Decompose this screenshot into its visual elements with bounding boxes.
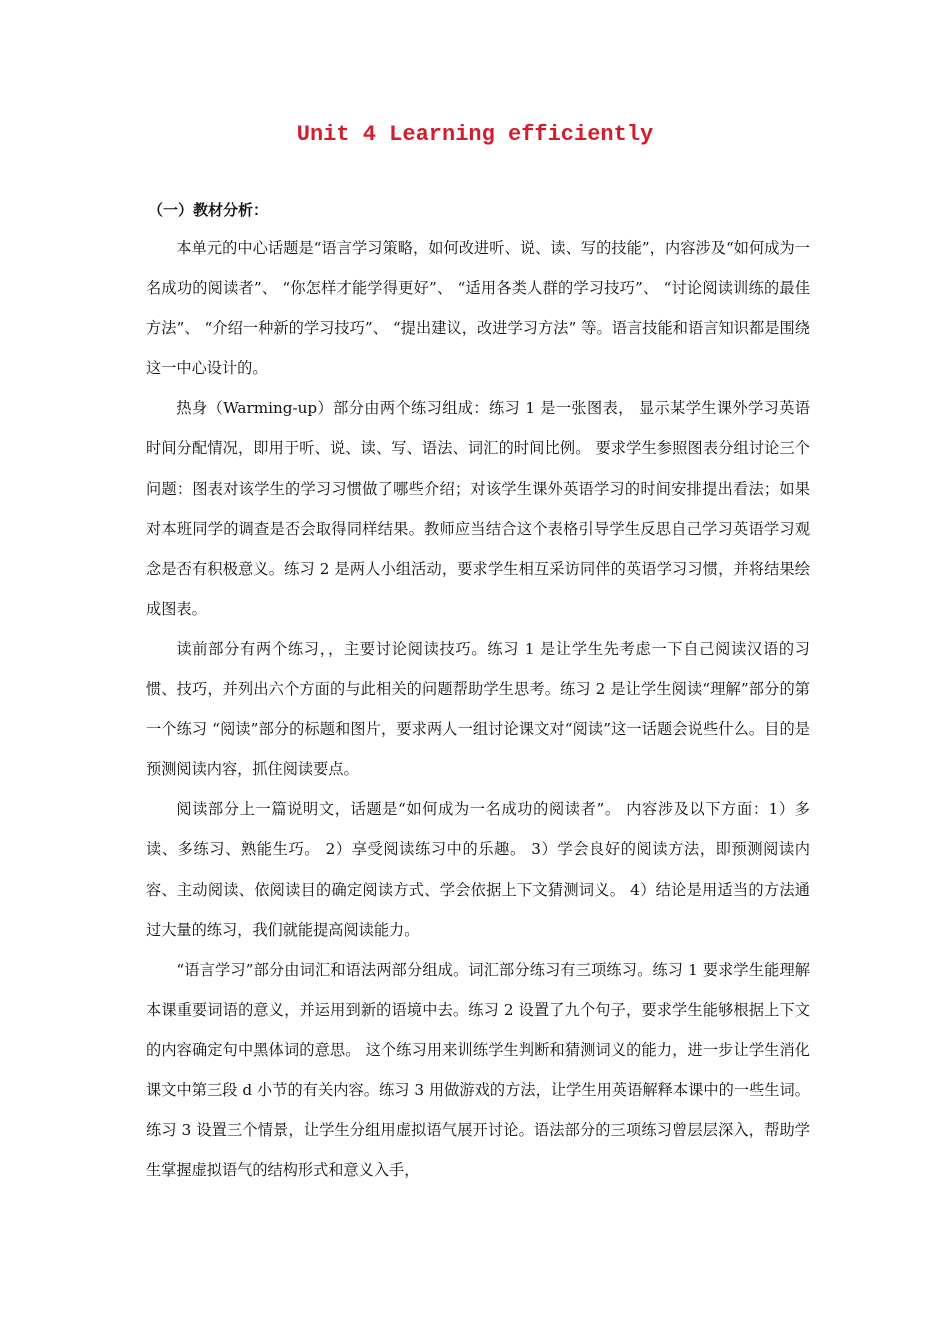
paragraph-pre-reading: 读前部分有两个练习，，主要讨论阅读技巧。练习 1 是让学生先考虑一下自己阅读汉语的习惯、技巧，并列出六个方面的与此相关的问题帮助学生思考。练习 2 是让学生阅读“理解”部分的第一个练习 “阅读”部分的标题和图片，要求两人一组讨论课文对“阅读”这一话题会说些什么。目的是预测阅读内容，抓住阅读要点。: [146, 639, 810, 779]
paragraph-reading: 阅读部分上一篇说明文，话题是“如何成为一名成功的阅读者”。 内容涉及以下方面：1）多读、多练习、熟能生巧。 2）享受阅读练习中的乐趣。 3）学会良好的阅读方法，即预测阅读内容、主动阅读、依阅读目的确定阅读方式、学会依据上下文猜测词义。 4）结论是用适当的方法通过大量的练习，我们就能提高阅读能力。: [146, 800, 810, 939]
paragraph-warming-up: 热身（Warming-up）部分由两个练习组成：练习 1 是一张图表， 显示某学生课外学习英语时间分配情况，即用于听、说、读、写、语法、词汇的时间比例。 要求学生参照图表分组讨论三个问题：图表对该学生的学习习惯做了哪些介绍；对该学生课外英语学习的时间安排提出看法；如果对本班同学的调查是否会取得同样结果。教师应当结合这个表格引导学生反思自己学习英语学习观念是否有积极意义。练习 2 是两人小组活动，要求学生相互采访同伴的英语学习习惯，并将结果绘成图表。: [146, 399, 810, 618]
section-heading: （一）教材分析：: [148, 201, 269, 219]
paragraph-topic: 本单元的中心话题是“语言学习策略，如何改进听、说、读、写的技能”，内容涉及“如何成为一名成功的阅读者”、 “你怎样才能学得更好”、 “适用各类人群的学习技巧”、 “讨论阅读训练的最佳方法”、 “介绍一种新的学习技巧”、 “提出建议，改进学习方法” 等。语言技能和语言知识都是围绕这一中心设计的。: [146, 239, 810, 378]
paragraph-language-study: “语言学习”部分由词汇和语法两部分组成。词汇部分练习有三项练习。练习 1 要求学生能理解本课重要词语的意义，并运用到新的语境中去。练习 2 设置了九个句子，要求学生能够根据上下文的内容确定句中黑体词的意思。 这个练习用来训练学生判断和猜测词义的能力，进一步让学生消化课文中第三段 d 小节的有关内容。练习 3 用做游戏的方法，让学生用英语解释本课中的一些生词。练习 3 设置三个情景，让学生分组用虚拟语气展开讨论。语法部分的三项练习曾层层深入，帮助学生掌握虚拟语气的结构形式和意义入手，: [146, 960, 810, 1180]
document-title: Unit 4 Learning efficiently: [296, 122, 654, 147]
document-body: [146, 228, 810, 1190]
